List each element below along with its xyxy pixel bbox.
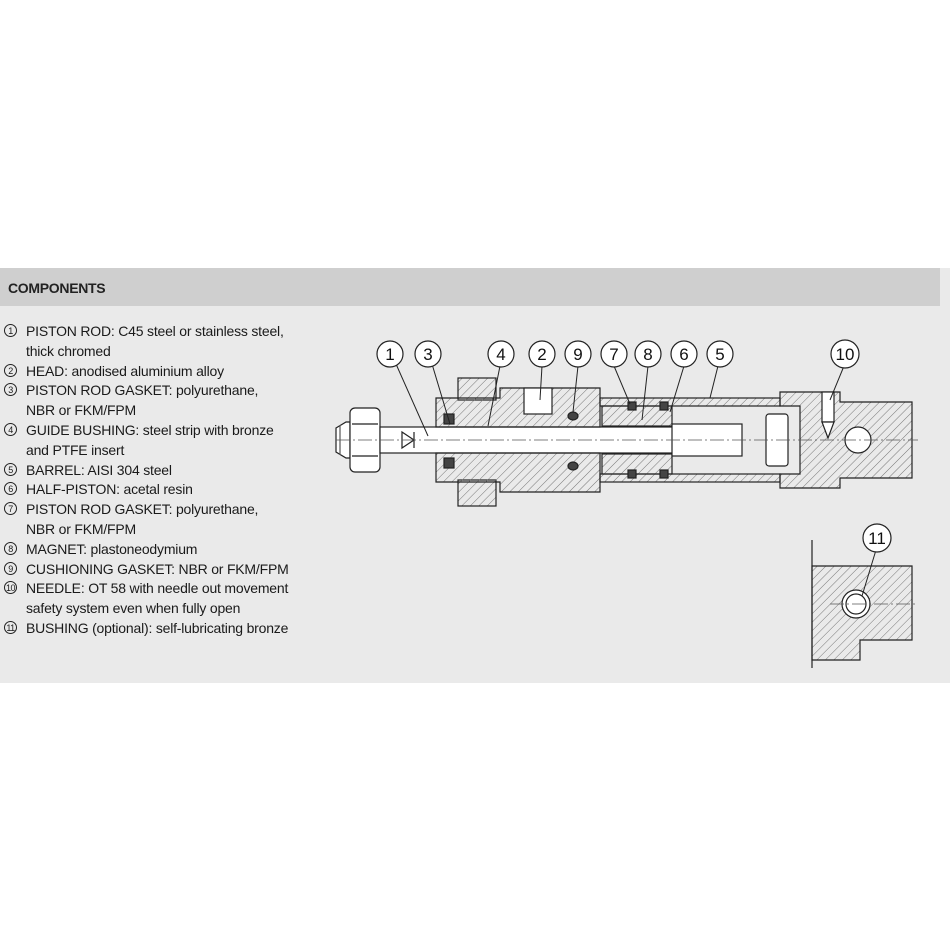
item-text: HALF-PISTON: acetal resin — [26, 481, 193, 498]
svg-text:5: 5 — [715, 345, 725, 364]
item-text: CUSHIONING GASKET: NBR or FKM/FPM — [26, 560, 289, 577]
item-text: MAGNET: plastoneodymium — [26, 540, 198, 557]
svg-text:6: 6 — [679, 345, 689, 364]
item-text: GUIDE BUSHING: steel strip with bronze — [26, 421, 274, 438]
callout-8 — [635, 341, 661, 367]
callout-3 — [415, 341, 441, 367]
svg-text:9: 9 — [573, 345, 583, 364]
item-text: PISTON ROD GASKET: polyurethane, — [26, 501, 259, 518]
item-text-continued: and PTFE insert — [26, 441, 125, 458]
callout-10 — [831, 340, 859, 368]
item-text-continued: safety system even when fully open — [26, 600, 241, 617]
item-number: 10 — [5, 583, 15, 594]
section-title: COMPONENTS — [8, 280, 106, 296]
svg-text:2: 2 — [537, 345, 547, 364]
callout-7 — [601, 341, 627, 367]
svg-text:11: 11 — [868, 529, 886, 548]
item-text: PISTON ROD: C45 steel or stainless steel, — [26, 323, 284, 339]
callout-2 — [529, 341, 555, 367]
item-number: 6 — [4, 482, 17, 495]
item-number: 1 — [4, 324, 17, 337]
item-number: 3 — [4, 383, 17, 396]
bushing-detail — [812, 540, 918, 668]
callout-5 — [707, 341, 733, 367]
item-text: BUSHING (optional): self-lubricating bronze — [26, 619, 289, 636]
item-number: 8 — [4, 542, 17, 555]
callout-9 — [565, 341, 591, 367]
svg-text:4: 4 — [496, 345, 506, 364]
callout-11 — [863, 524, 891, 552]
item-text-continued: NBR or FKM/FPM — [26, 402, 136, 419]
item-text: PISTON ROD GASKET: polyurethane, — [26, 382, 259, 399]
svg-text:8: 8 — [643, 345, 653, 364]
item-number: 2 — [4, 364, 17, 377]
svg-text:1: 1 — [385, 345, 395, 364]
svg-text:10: 10 — [835, 345, 855, 364]
callout-4 — [488, 341, 514, 367]
item-text: BARREL: AISI 304 steel — [26, 461, 172, 478]
item-text-continued: thick chromed — [26, 342, 111, 359]
item-number: 4 — [4, 423, 17, 436]
item-number: 11 — [4, 621, 17, 634]
svg-text:7: 7 — [609, 345, 619, 364]
item-number: 9 — [4, 562, 17, 575]
item-text-continued: NBR or FKM/FPM — [26, 520, 136, 537]
callout-1 — [377, 341, 403, 367]
item-number: 7 — [4, 502, 17, 515]
item-text: NEEDLE: OT 58 with needle out movement — [26, 580, 289, 597]
callout-6 — [671, 341, 697, 367]
item-number: 5 — [4, 463, 17, 476]
svg-text:3: 3 — [423, 345, 433, 364]
item-text: HEAD: anodised aluminium alloy — [26, 362, 224, 379]
